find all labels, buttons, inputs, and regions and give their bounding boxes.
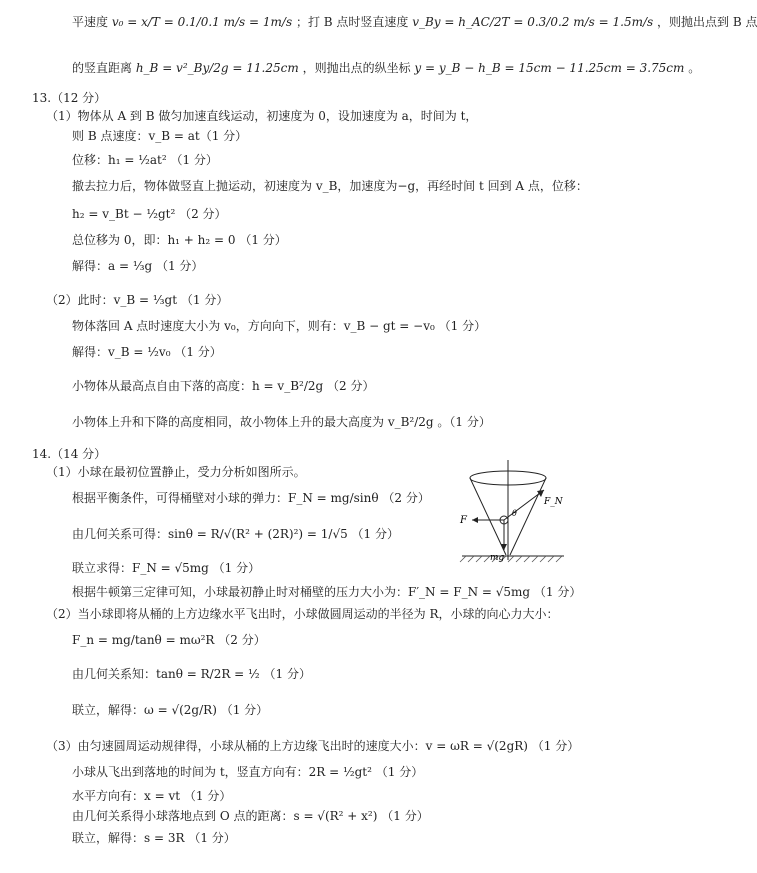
prev-line-2-c: 。 xyxy=(688,61,701,75)
q13-part1-line-d: h₂ = v_Bt − ½gt² （2 分） xyxy=(72,207,227,221)
q14-part1-line-a: 根据平衡条件，可得桶壁对小球的弹力：F_N = mg/sinθ （2 分） xyxy=(72,491,430,505)
prev-line-2-a: 的竖直距离 xyxy=(72,61,136,75)
force-f-arrowhead xyxy=(472,517,478,523)
q14-heading: 14.（14 分） xyxy=(32,447,107,461)
q13-part1-line-c: 撤去拉力后，物体做竖直上抛运动，初速度为 v_B，加速度为−g，再经时间 t 回到 A 点，位移： xyxy=(72,179,588,193)
q14-part3-line-c: 由几何关系得小球落地点到 O 点的距离：s = √(R² + x²) （1 分） xyxy=(72,809,429,823)
prev-line-1-a: 平速度 xyxy=(72,15,112,29)
q13-part1-line-e: 总位移为 0，即：h₁ + h₂ = 0 （1 分） xyxy=(72,233,287,247)
prev-line-2-formula: h_B = v²_By/2g = 11.25cm xyxy=(135,61,299,75)
q13-part2-line-d: 小物体上升和下降的高度相同，故小物体上升的最大高度为 v_B²/2g 。（1 分） xyxy=(72,415,491,429)
prev-line-1-formula-2: v_By = h_AC/2T = 0.3/0.2 m/s = 1.5m/s xyxy=(412,15,654,29)
bucket-wall-left xyxy=(470,478,506,555)
label-fn: F_N xyxy=(544,497,563,507)
q14-part2-line-c: 联立，解得：ω = √(2g/R) （1 分） xyxy=(72,703,269,717)
q14-part2-line-a: F_n = mg/tanθ = mω²R （2 分） xyxy=(72,633,266,647)
label-mg: mg xyxy=(490,553,505,563)
label-theta: θ xyxy=(512,509,517,518)
q14-part3: （3）由匀速圆周运动规律得，小球从桶的上方边缘飞出时的速度大小：v = ωR = √(2gR) （1 分） xyxy=(46,739,580,753)
q13-part2-line-b: 解得：v_B = ½v₀ （1 分） xyxy=(72,345,222,359)
ground-hatching xyxy=(460,556,562,562)
q14-part1: （1）小球在最初位置静止，受力分析如图所示。 xyxy=(46,465,306,479)
q13-part2-line-c: 小物体从最高点自由下落的高度：h = v_B²/2g （2 分） xyxy=(72,379,375,393)
prev-line-1-c: ，则抛出点到 B 点 xyxy=(657,15,757,29)
q14-part1-line-d: 根据牛顿第三定律可知，小球最初静止时对桶壁的压力大小为：F′_N = F_N = √5mg （1 分） xyxy=(72,585,582,599)
prev-line-2-b: ，则抛出点的纵坐标 xyxy=(302,61,415,75)
prev-line-1-b: ；打 B 点时竖直速度 xyxy=(295,15,413,29)
q14-part1-line-b: 由几何关系可得：sinθ = R/√(R² + (2R)²) = 1/√5 （1 分） xyxy=(72,527,400,541)
prev-line-2 xyxy=(72,60,700,76)
prev-line-2-formula-2: y = y_B − h_B = 15cm − 11.25cm = 3.75cm xyxy=(414,61,685,75)
q13-part2-line-a: 物体落回 A 点时速度大小为 v₀，方向向下，则有：v_B − gt = −v₀ （1 分） xyxy=(72,319,487,333)
q13-part1: （1）物体从 A 到 B 做匀加速直线运动，初速度为 0，设加速度为 a，时间为 t， xyxy=(46,109,478,123)
q13-part1-line-b: 位移：h₁ = ½at² （1 分） xyxy=(72,153,218,167)
q14-part2-line-b: 由几何关系知：tanθ = R/2R = ½ （1 分） xyxy=(72,667,311,681)
q13-part2: （2）此时：v_B = ⅓gt （1 分） xyxy=(46,293,229,307)
prev-line-1-formula-1: v₀ = x/T = 0.1/0.1 m/s = 1m/s xyxy=(111,15,293,29)
q14-part1-line-c: 联立求得：F_N = √5mg （1 分） xyxy=(72,561,261,575)
label-f: F xyxy=(460,515,467,526)
q14-part3-line-a: 小球从飞出到落地的时间为 t，竖直方向有：2R = ½gt² （1 分） xyxy=(72,765,424,779)
force-fn-arrow xyxy=(504,490,544,520)
q13-part1-line-a: 则 B 点速度：v_B = at（1 分） xyxy=(72,129,248,143)
q14-part3-line-d: 联立，解得：s = 3R （1 分） xyxy=(72,831,236,845)
force-diagram xyxy=(452,460,572,572)
q14-part2: （2）当小球即将从桶的上方边缘水平飞出时，小球做圆周运动的半径为 R，小球的向心力大小： xyxy=(46,607,559,621)
q14-part3-line-b: 水平方向有：x = vt （1 分） xyxy=(72,789,232,803)
q13-heading: 13.（12 分） xyxy=(32,91,107,105)
q13-part1-line-f: 解得：a = ⅓g （1 分） xyxy=(72,259,204,273)
prev-line-1 xyxy=(72,14,757,30)
